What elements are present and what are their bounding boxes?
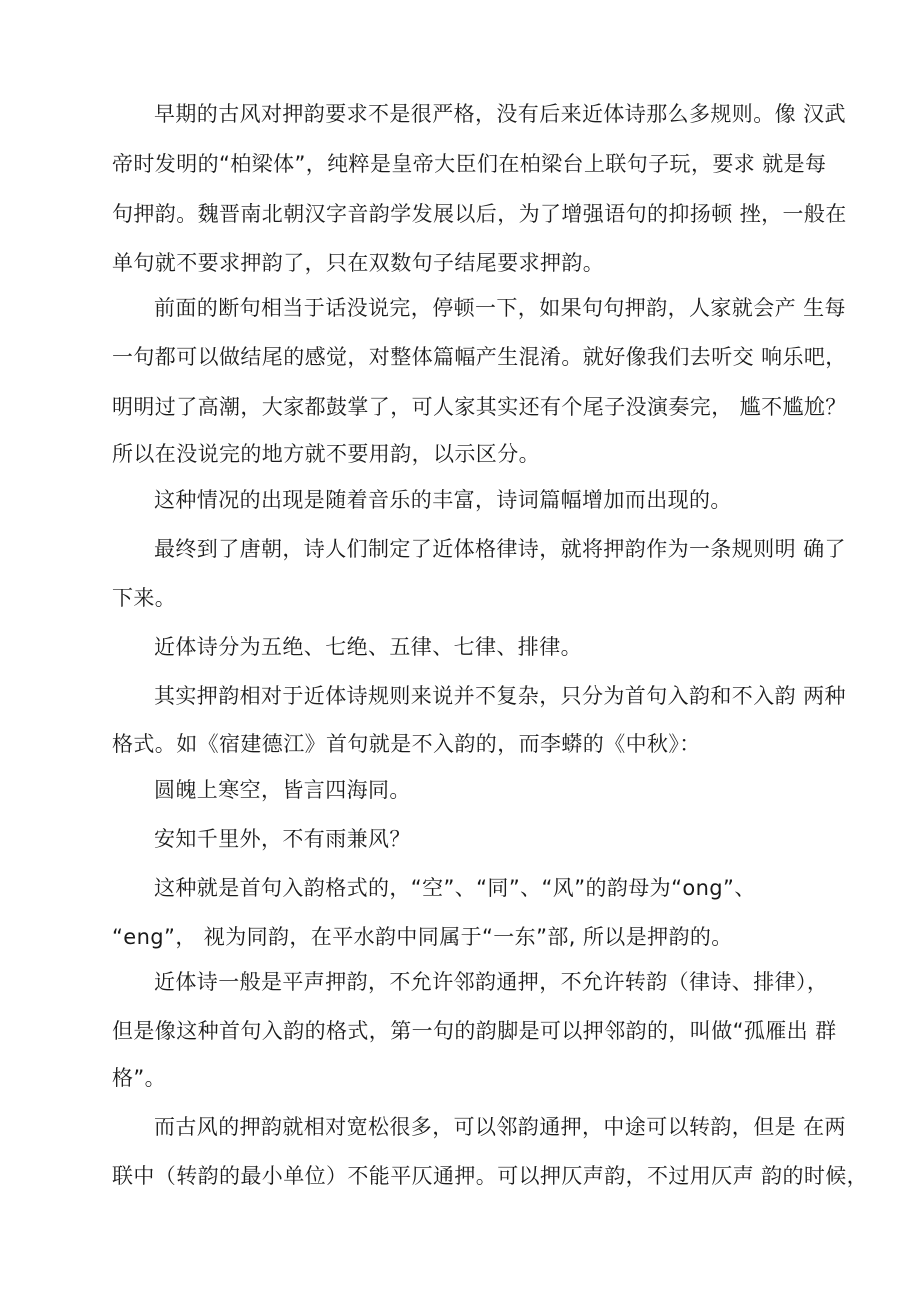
- text-line-12: 近体诗分为五绝、七绝、五律、七律、排律。: [154, 635, 582, 659]
- text-line-4: 单句就不要求押韵了，只在双数句子结尾要求押韵。: [112, 251, 605, 275]
- text-line-16: 安知千里外，不有雨兼风？: [154, 827, 411, 851]
- text-line-1: 早期的古风对押韵要求不是很严格，没有后来近体诗那么多规则。像 汉武: [154, 102, 846, 126]
- text-line-8: 所以在没说完的地方就不要用韵，以示区分。: [112, 442, 540, 466]
- text-line-15: 圆魄上寒空，皆言四海同。: [154, 778, 411, 802]
- text-line-14: 格式。如《宿建德江》首句就是不入韵的，而李蟒的《中秋》：: [112, 732, 701, 756]
- text-line-18: “eng”， 视为同韵，在平水韵中同属于“一东”部, 所以是押韵的。: [112, 925, 733, 949]
- text-line-3: 句押韵。魏晋南北朝汉字音韵学发展以后，为了增强语句的抑扬顿 挫，一般在: [112, 202, 847, 226]
- text-line-2: 帝时发明的“柏梁体”，纯粹是皇帝大臣们在柏梁台上联句子玩，要求 就是每: [112, 152, 827, 176]
- text-line-10: 最终到了唐朝，诗人们制定了近体格律诗，就将押韵作为一条规则明 确了: [154, 537, 846, 561]
- text-line-13: 其实押韵相对于近体诗规则来说并不复杂，只分为首句入韵和不入韵 两种: [154, 684, 846, 708]
- text-line-19: 近体诗一般是平声押韵，不允许邻韵通押，不允许转韵（律诗、排律），: [154, 970, 829, 994]
- text-line-22: 而古风的押韵就相对宽松很多，可以邻韵通押，中途可以转韵，但是 在两: [154, 1115, 846, 1139]
- text-line-7: 明明过了高潮，大家都鼓掌了，可人家其实还有个尾子没演奏完， 尴不尴尬？: [112, 395, 847, 419]
- text-line-23: 联中（转韵的最小单位）不能平仄通押。可以押仄声韵，不过用仄声 韵的时候，: [112, 1164, 869, 1188]
- text-line-5: 前面的断句相当于话没说完，停顿一下，如果句句押韵，人家就会产 生每: [154, 296, 846, 320]
- text-line-9: 这种情况的出现是随着音乐的丰富，诗词篇幅增加而出现的。: [154, 488, 732, 512]
- text-line-6: 一句都可以做结尾的感觉，对整体篇幅产生混淆。就好像我们去听交 响乐吧，: [112, 345, 847, 369]
- text-line-11: 下来。: [112, 586, 177, 610]
- text-line-20: 但是像这种首句入韵的格式，第一句的韵脚是可以押邻韵的，叫做“孤雁出 群: [112, 1019, 837, 1043]
- text-line-21: 格”。: [112, 1066, 167, 1090]
- text-line-17: 这种就是首句入韵格式的，“空”、“同”、“风”的韵母为“ong”、: [154, 876, 756, 900]
